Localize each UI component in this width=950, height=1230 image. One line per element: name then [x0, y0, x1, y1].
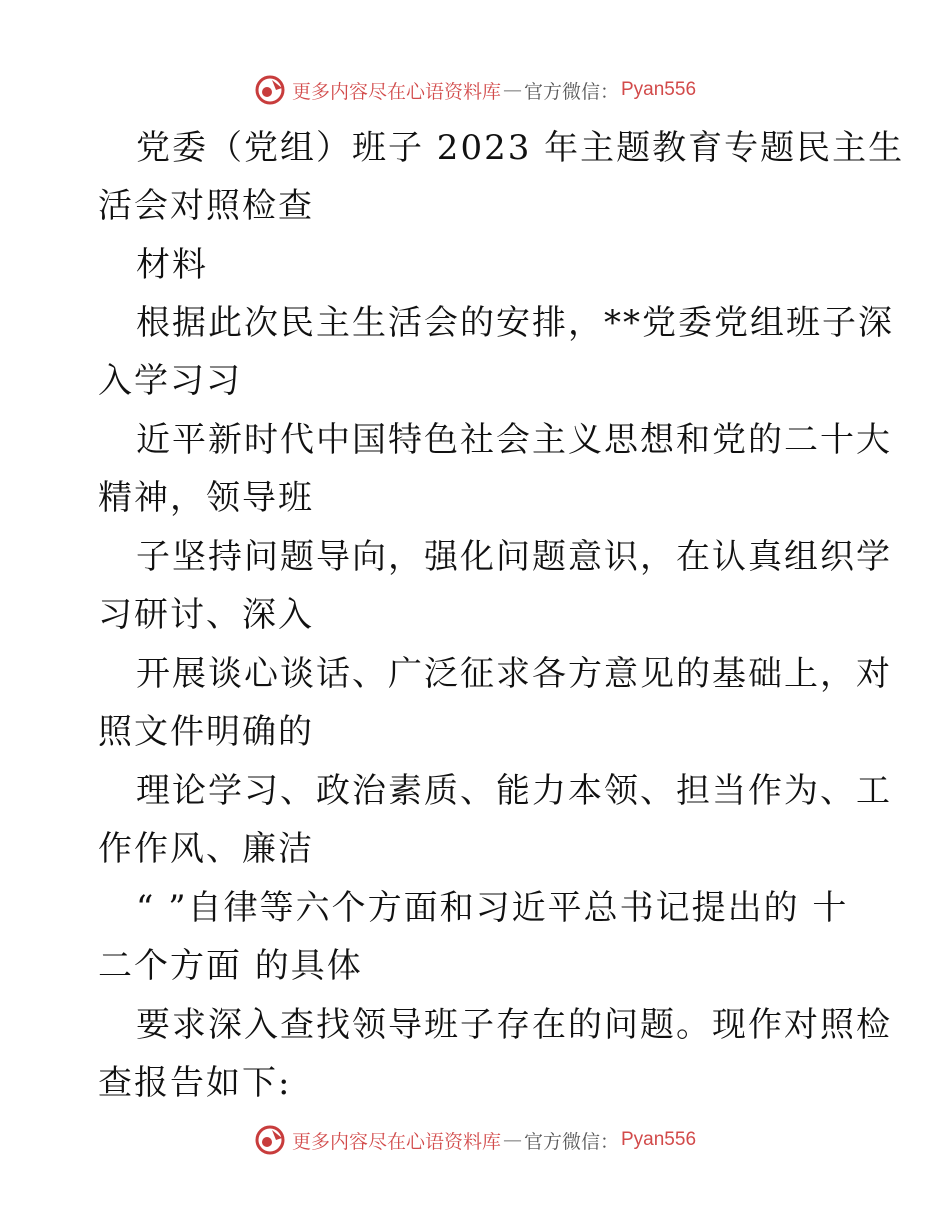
paragraph-line: 子坚持问题导向，强化问题意识，在认真组织学 [136, 537, 892, 577]
paragraph-line: 作作风、廉洁 [98, 829, 314, 869]
logo-icon [254, 74, 286, 106]
paragraph-line: 精神，领导班 [98, 478, 314, 518]
banner-dash: — [502, 1129, 522, 1151]
paragraph-line: 习研讨、深入 [98, 595, 314, 635]
banner-wechat-handle: Pyan556 [621, 79, 697, 100]
header-banner [0, 70, 950, 110]
paragraph-line: “ ”自律等六个方面和习近平总书记提出的 十 [136, 888, 849, 928]
paragraph-line: 查报告如下: [98, 1063, 292, 1103]
banner-main-text: 更多内容尽在心语资料库 [291, 80, 501, 103]
logo-icon [254, 1124, 286, 1156]
paragraph-line: 二个方面 的具体 [98, 946, 363, 986]
title-line-1: 党委（党组）班子 2023 年主题教育专题民主生 [136, 128, 905, 168]
paragraph-line: 根据此次民主生活会的安排，**党委党组班子深 [136, 303, 894, 343]
banner-main-text: 更多内容尽在心语资料库 [291, 1130, 501, 1153]
banner-wechat-label: 官方微信： [523, 80, 619, 103]
paragraph-line: 要求深入查找领导班子存在的问题。现作对照检 [136, 1005, 892, 1045]
title-line-3: 材料 [136, 245, 208, 285]
banner-wechat-label: 官方微信： [523, 1130, 619, 1153]
paragraph-line: 入学习习 [98, 361, 242, 401]
banner-dash: — [502, 79, 522, 101]
paragraph-line: 近平新时代中国特色社会主义思想和党的二十大 [136, 420, 892, 460]
banner-wechat-handle: Pyan556 [621, 1129, 697, 1150]
paragraph-line: 开展谈心谈话、广泛征求各方意见的基础上，对 [136, 654, 892, 694]
paragraph-line: 照文件明确的 [98, 712, 314, 752]
title-line-2: 活会对照检查 [98, 186, 314, 226]
paragraph-line: 理论学习、政治素质、能力本领、担当作为、工 [136, 771, 892, 811]
footer-banner [0, 1120, 950, 1160]
